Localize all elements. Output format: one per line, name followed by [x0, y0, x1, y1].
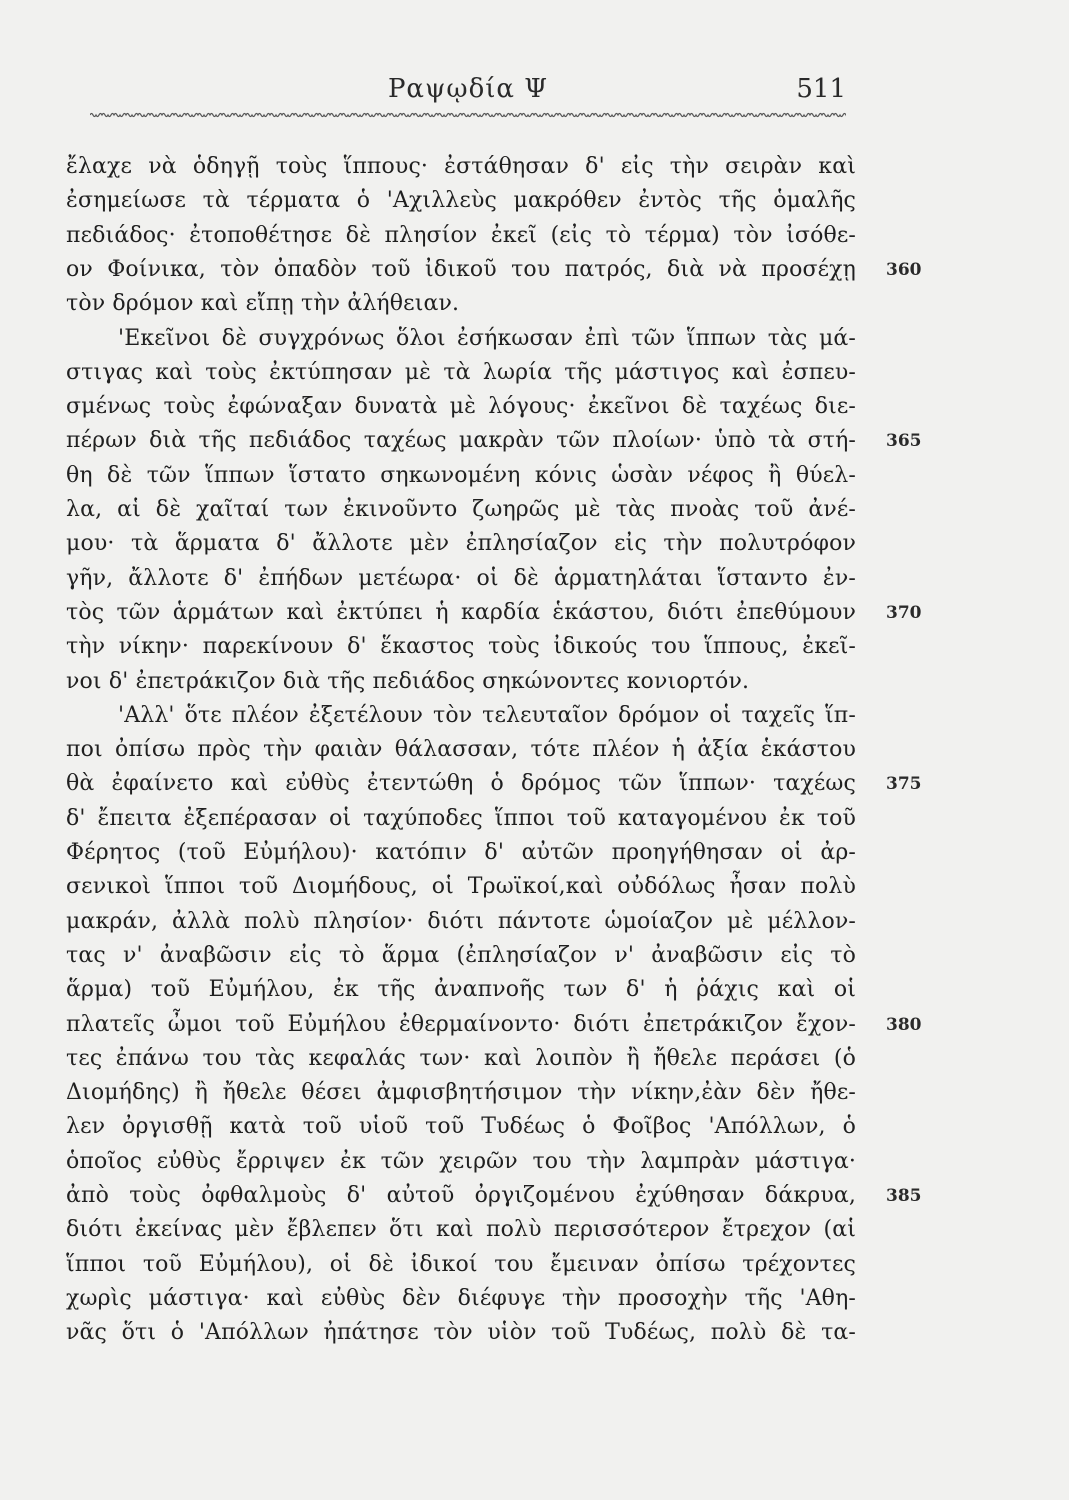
- running-header: [90, 74, 846, 114]
- chapter-title: Ραψῳδία Ψ: [387, 74, 549, 104]
- text-line: χωρὶς μάστιγα· καὶ εὐθὺς δὲν διέφυγε τὴν προσοχὴν τῆς 'Αθη-: [66, 1285, 856, 1311]
- text-line: πλατεῖς ὦμοι τοῦ Εὐμήλου ἐθερμαίνοντο· διότι ἐπετράκιζον ἔχον-: [66, 1011, 856, 1037]
- verse-number: 380: [886, 1014, 922, 1035]
- text-line: τας ν' ἀναβῶσιν εἰς τὸ ἅρμα (ἐπλησίαζον ν' ἀναβῶσιν εἰς τὸ: [66, 942, 856, 968]
- text-line: τὸς τῶν ἁρμάτων καὶ ἐκτύπει ἡ καρδία ἑκάστου, διότι ἐπεθύμουν: [66, 599, 856, 625]
- text-line: δ' ἔπειτα ἐξεπέρασαν οἱ ταχύποδες ἵπποι τοῦ καταγομένου ἐκ τοῦ: [66, 805, 856, 831]
- text-line: θὰ ἐφαίνετο καὶ εὐθὺς ἐτεντώθη ὁ δρόμος τῶν ἵππων· ταχέως: [66, 771, 856, 797]
- text-line: τὴν νίκην· παρεκίνουν δ' ἕκαστος τοὺς ἰδικούς του ἵππους, ἐκεῖ-: [66, 634, 856, 660]
- verse-number: 375: [886, 774, 922, 795]
- text-line: Φέρητος (τοῦ Εὐμήλου)· κατόπιν δ' αὐτῶν προηγήθησαν οἱ ἀρ-: [66, 840, 856, 865]
- verse-number: 360: [886, 259, 922, 280]
- text-line: ἅρμα) τοῦ Εὐμήλου, ἐκ τῆς ἀναπνοῆς των δ' ἡ ῥάχις καὶ οἱ: [66, 977, 856, 1003]
- text-line: ον Φοίνικα, τὸν ὀπαδὸν τοῦ ἰδικοῦ του πατρός, διὰ νὰ προσέχῃ: [66, 256, 856, 282]
- text-line: νοι δ' ἐπετράκιζον διὰ τῆς πεδιάδος σηκώνοντες κονιορτόν.: [66, 668, 750, 694]
- text-line: γῆν, ἄλλοτε δ' ἐπήδων μετέωρα· οἱ δὲ ἁρματηλάται ἵσταντο ἐν-: [66, 565, 856, 591]
- text-line: 'Αλλ' ὅτε πλέον ἐξετέλουν τὸν τελευταῖον δρόμον οἱ ταχεῖς ἵπ-: [118, 702, 856, 728]
- text-line: λεν ὀργισθῇ κατὰ τοῦ υἱοῦ τοῦ Τυδέως ὁ Φοῖβος 'Απόλλων, ὁ: [66, 1114, 856, 1140]
- header-wavy-rule: [90, 110, 846, 120]
- text-line: πεδιάδος· ἐτοποθέτησε δὲ πλησίον ἐκεῖ (εἰς τὸ τέρμα) τὸν ἰσόθε-: [66, 222, 856, 248]
- text-line: διότι ἐκείνας μὲν ἔβλεπεν ὅτι καὶ πολὺ περισσότερον ἔτρεχον (αἱ: [66, 1217, 856, 1243]
- text-line: τες ἐπάνω του τὰς κεφαλάς των· καὶ λοιπὸν ἢ ἤθελε περάσει (ὁ: [66, 1045, 856, 1071]
- verse-number: 370: [886, 602, 922, 623]
- text-line: Διομήδης) ἢ ἤθελε θέσει ἀμφισβητήσιμον τὴν νίκην,ἐὰν δὲν ἤθε-: [66, 1080, 856, 1106]
- text-line: λα, αἱ δὲ χαῖταί των ἐκινοῦντο ζωηρῶς μὲ τὰς πνοὰς τοῦ ἀνέ-: [66, 497, 856, 522]
- text-line: σενικοὶ ἵπποι τοῦ Διομήδους, οἱ Τρωϊκοί,καὶ οὐδόλως ἦσαν πολὺ: [66, 874, 856, 900]
- page-number: 511: [796, 74, 846, 104]
- text-line: ὁποῖος εὐθὺς ἔρριψεν ἐκ τῶν χειρῶν του τὴν λαμπρὰν μάστιγα·: [66, 1148, 856, 1174]
- text-line: μου· τὰ ἅρματα δ' ἄλλοτε μὲν ἐπλησίαζον εἰς τὴν πολυτρόφον: [66, 531, 856, 557]
- text-line: πέρων διὰ τῆς πεδιάδος ταχέως μακρὰν τῶν πλοίων· ὑπὸ τὰ στή-: [66, 428, 856, 454]
- text-line: ἵπποι τοῦ Εὐμήλου), οἱ δὲ ἰδικοί του ἔμειναν ὀπίσω τρέχοντες: [66, 1251, 856, 1277]
- text-line: νᾶς ὅτι ὁ 'Απόλλων ἠπάτησε τὸν υἱὸν τοῦ Τυδέως, πολὺ δὲ τα-: [66, 1320, 856, 1346]
- verse-number: 365: [886, 431, 922, 452]
- text-line: ποι ὀπίσω πρὸς τὴν φαιὰν θάλασσαν, τότε πλέον ἡ ἀξία ἑκάστου: [66, 737, 856, 763]
- text-line: 'Εκεῖνοι δὲ συγχρόνως ὅλοι ἐσήκωσαν ἐπὶ τῶν ἵππων τὰς μά-: [118, 325, 856, 351]
- text-line: ἔλαχε νὰ ὁδηγῇ τοὺς ἵππους· ἐστάθησαν δ' εἰς τὴν σειρὰν καὶ: [66, 154, 856, 179]
- verse-number: 385: [886, 1186, 922, 1206]
- text-line: στιγας καὶ τοὺς ἐκτύπησαν μὲ τὰ λωρία τῆς μάστιγος καὶ ἐσπευ-: [66, 359, 856, 385]
- text-line: θη δὲ τῶν ἵππων ἵστατο σηκωνομένη κόνις ὡσὰν νέφος ἢ θύελ-: [66, 462, 856, 488]
- text-line: σμένως τοὺς ἐφώναξαν δυνατὰ μὲ λόγους· ἐκεῖνοι δὲ ταχέως διε-: [66, 394, 856, 420]
- text-line: μακράν, ἀλλὰ πολὺ πλησίον· διότι πάντοτε ὡμοίαζον μὲ μέλλον-: [66, 908, 856, 934]
- text-line: τὸν δρόμον καὶ εἴπῃ τὴν ἀλήθειαν.: [66, 291, 460, 317]
- text-line: ἀπὸ τοὺς ὀφθαλμοὺς δ' αὐτοῦ ὀργιζομένου ἐχύθησαν δάκρυα,: [66, 1183, 856, 1208]
- text-line: ἐσημείωσε τὰ τέρματα ὁ 'Αχιλλεὺς μακρόθεν ἐντὸς τῆς ὁμαλῆς: [66, 188, 856, 214]
